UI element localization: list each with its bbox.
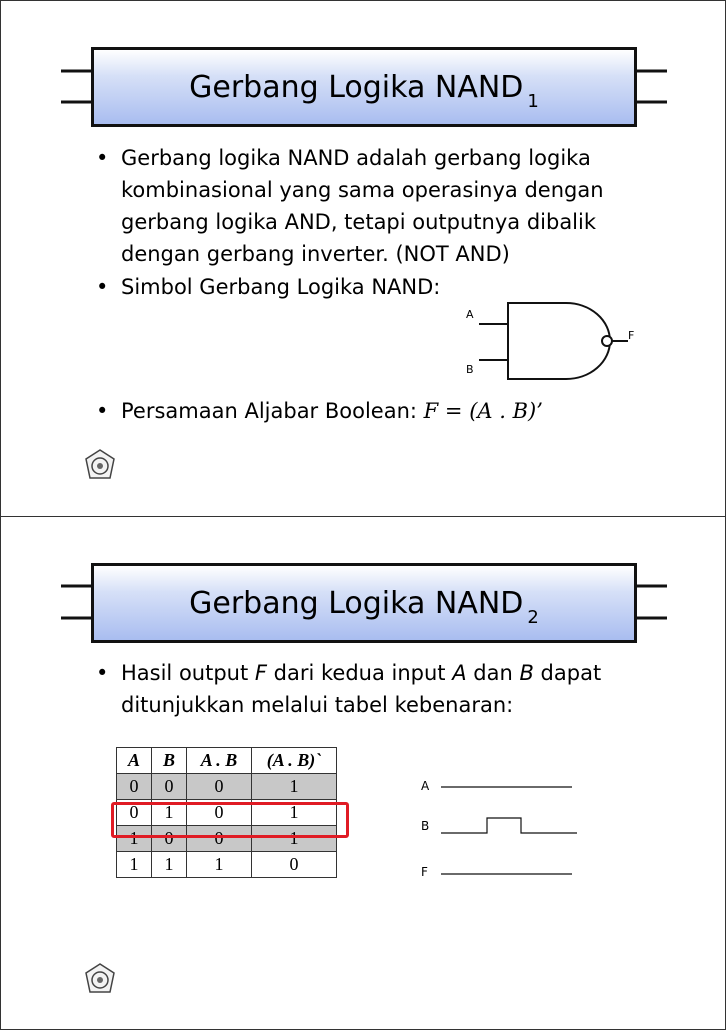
gate-label-a: A (466, 308, 474, 321)
bullet-list (96, 657, 656, 721)
title-number: 2 (527, 607, 539, 628)
table-cell: 1 (252, 800, 337, 826)
table-header-row (117, 748, 337, 774)
table-cell: 0 (187, 800, 252, 826)
table-cell: 0 (117, 774, 152, 800)
table-header: A . B (187, 748, 252, 774)
nand-gate-symbol (456, 297, 646, 389)
table-cell: 0 (152, 774, 187, 800)
table-cell: 1 (152, 852, 187, 878)
gate-label-b: B (466, 363, 474, 376)
title-number: 1 (527, 91, 539, 112)
table-header: A (117, 748, 152, 774)
table-cell: 1 (187, 852, 252, 878)
table-cell: 0 (187, 774, 252, 800)
table-row (117, 852, 337, 878)
university-seal-icon (83, 962, 117, 996)
table-cell: 1 (117, 826, 152, 852)
title-box (91, 47, 637, 127)
university-seal-icon (83, 448, 117, 482)
table-cell: 1 (117, 852, 152, 878)
table-cell: 1 (252, 774, 337, 800)
table-cell: 0 (252, 852, 337, 878)
title-text: Gerbang Logika NAND (189, 586, 524, 621)
bullet-list (96, 142, 656, 303)
table-header: (A . B)` (252, 748, 337, 774)
timing-label-b: B (421, 819, 430, 833)
bullet-symbol: • Simbol Gerbang Logika NAND: (96, 271, 656, 303)
table-cell: 1 (252, 826, 337, 852)
title-text: Gerbang Logika NAND (189, 70, 524, 105)
table-cell: 0 (117, 800, 152, 826)
slide-2 (0, 516, 726, 1030)
page-title (94, 586, 634, 628)
timing-diagram (439, 777, 584, 887)
table-cell: 1 (152, 800, 187, 826)
gate-label-f: F (628, 329, 635, 342)
table-row (117, 774, 337, 800)
bullet-definition: • Gerbang logika NAND adalah gerbang logika kombinasional yang sama operasinya dengan gerbang logika AND, tetapi outputnya dibalik dengan gerbang inverter. (NOT AND) (96, 142, 656, 270)
bullet-truth-table: • Hasil output F dari kedua input A dan B dapat ditunjukkan melalui tabel kebenaran: (96, 657, 656, 721)
timing-label-f: F (421, 865, 428, 879)
bullet-list-2 (96, 395, 656, 427)
table-cell: 0 (187, 826, 252, 852)
page-title (94, 70, 634, 112)
boolean-formula: F = (A . B)’ (423, 399, 543, 423)
bullet-boolean: • Persamaan Aljabar Boolean: F = (A . B)’ (96, 395, 656, 427)
highlight-box (111, 802, 349, 838)
table-header: B (152, 748, 187, 774)
timing-label-a: A (421, 779, 430, 793)
table-cell: 0 (152, 826, 187, 852)
waveform-b (441, 818, 577, 833)
title-box (91, 563, 637, 643)
